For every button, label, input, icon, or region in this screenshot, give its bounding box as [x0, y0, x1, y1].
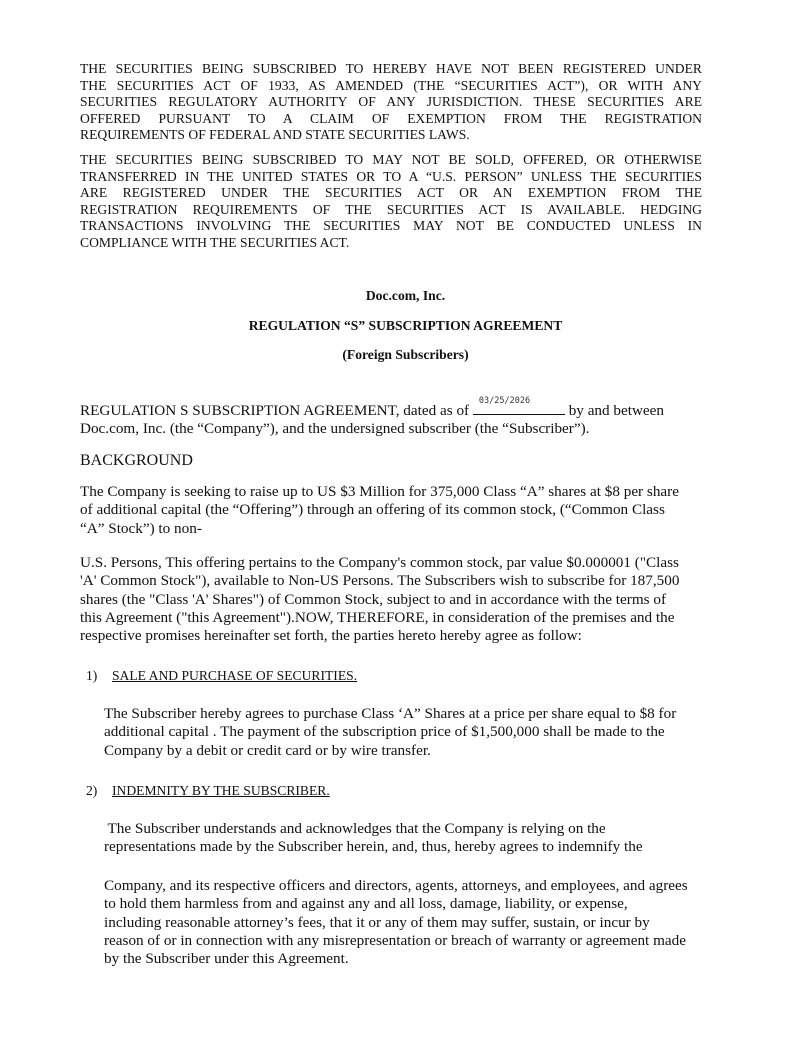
text-line: OFFERED PURSUANT TO A CLAIM OF EXEMPTION FROM THE REGISTRATION [80, 110, 702, 126]
background-paragraph-1 [80, 483, 679, 538]
text-line: including reasonable attorney’s fees, that it or any of them may suffer, sustain, or incur by [104, 913, 650, 931]
document-title: REGULATION “S” SUBSCRIPTION AGREEMENT [248, 318, 563, 333]
text-line: “A” Stock”) to non- [80, 519, 202, 537]
section-2-paragraph-1 [104, 820, 643, 857]
text-line: COMPLIANCE WITH THE SECURITIES ACT. [80, 234, 350, 250]
text-line: additional capital . The payment of the subscription price of $1,500,000 shall be made to the [104, 723, 665, 741]
background-paragraph-2 [80, 554, 679, 645]
text-line: REQUIREMENTS OF FEDERAL AND STATE SECURITIES LAWS. [80, 127, 470, 143]
text-line: 'A' Common Stock"), available to Non-US Persons. The Subscribers wish to subscribe for 187,500 [80, 572, 680, 590]
section-2-paragraph-2 [104, 877, 688, 968]
text-line: shares (the "Class 'A' Shares") of Common Stock, subject to and in accordance with the terms of [80, 590, 667, 608]
text-line: The Company is seeking to raise up to US $3 Million for 375,000 Class “A” shares at $8 per share [80, 483, 679, 500]
text-line: REGISTRATION REQUIREMENTS OF THE SECURITIES ACT IS AVAILABLE. HEDGING [80, 201, 702, 217]
securities-legend-2 [80, 152, 702, 252]
text-line: this Agreement ("this Agreement").NOW, THEREFORE, in consideration of the premises and the [80, 608, 675, 626]
text-line: TRANSFERRED IN THE UNITED STATES OR TO A “U.S. PERSON” UNLESS THE SECURITIES [80, 168, 702, 184]
text-line: representations made by the Subscriber herein, and, thus, hereby agrees to indemnify the [104, 838, 643, 856]
text-line: to hold them harmless from and against any and all loss, damage, liability, or expense, [104, 895, 628, 913]
text-line: Company, and its respective officers and directors, agents, attorneys, and employees, and agrees [104, 877, 688, 894]
text-line: respective promises hereinafter set forth, the parties hereto hereby agree as follow: [80, 627, 582, 645]
section-1-paragraph [104, 705, 676, 760]
section-title: SALE AND PURCHASE OF SECURITIES. [112, 668, 358, 683]
text-line: by the Subscriber under this Agreement. [104, 950, 349, 968]
text-line: Company by a debit or credit card or by wire transfer. [104, 741, 431, 759]
text-line: THE SECURITIES BEING SUBSCRIBED TO HEREBY HAVE NOT BEEN REGISTERED UNDER [80, 61, 702, 76]
section-number: 2) [86, 783, 98, 798]
text-line: reason of or in connection with any misrepresentation or breach of warranty or agreement made [104, 931, 686, 949]
section-2-heading [86, 783, 330, 799]
text-line: The Subscriber understands and acknowledges that the Company is relying on the [104, 820, 606, 837]
text-line: TRANSACTIONS INVOLVING THE SECURITIES MAY NOT BE CONDUCTED UNLESS IN [80, 218, 702, 234]
company-name: Doc.com, Inc. [365, 288, 446, 303]
section-1-heading [86, 668, 357, 684]
securities-legend-1 [80, 61, 702, 144]
intro-text-after: by and between [564, 402, 665, 419]
text-line: U.S. Persons, This offering pertains to the Company's common stock, par value $0.000001 ("Class [80, 554, 679, 571]
date-value: 03/25/2026 [478, 396, 531, 406]
text-line: ARE REGISTERED UNDER THE SECURITIES ACT OR AN EXEMPTION FROM THE [80, 185, 702, 201]
section-number: 1) [86, 668, 98, 683]
text-line: THE SECURITIES BEING SUBSCRIBED TO MAY NOT BE SOLD, OFFERED, OR OTHERWISE [80, 152, 702, 167]
document-subtitle: (Foreign Subscribers) [342, 347, 469, 362]
intro-line-2: Doc.com, Inc. (the “Company”), and the undersigned subscriber (the “Subscriber”). [80, 420, 590, 438]
text-line: The Subscriber hereby agrees to purchase Class ‘A” Shares at a price per share equal to $8 for [104, 705, 677, 722]
background-heading: BACKGROUND [80, 452, 193, 469]
section-title: INDEMNITY BY THE SUBSCRIBER. [112, 783, 330, 798]
text-line: of additional capital (the “Offering”) through an offering of its common stock, (“Common Class [80, 501, 665, 519]
intro-text: REGULATION S SUBSCRIPTION AGREEMENT, dated as of [80, 402, 473, 419]
text-line: THE SECURITIES ACT OF 1933, AS AMENDED (THE “SECURITIES ACT”), OR WITH ANY [80, 77, 702, 93]
intro-paragraph [80, 396, 665, 439]
text-line: SECURITIES REGULATORY AUTHORITY OF ANY JURISDICTION. THESE SECURITIES ARE [80, 94, 702, 110]
date-field[interactable] [473, 396, 565, 415]
